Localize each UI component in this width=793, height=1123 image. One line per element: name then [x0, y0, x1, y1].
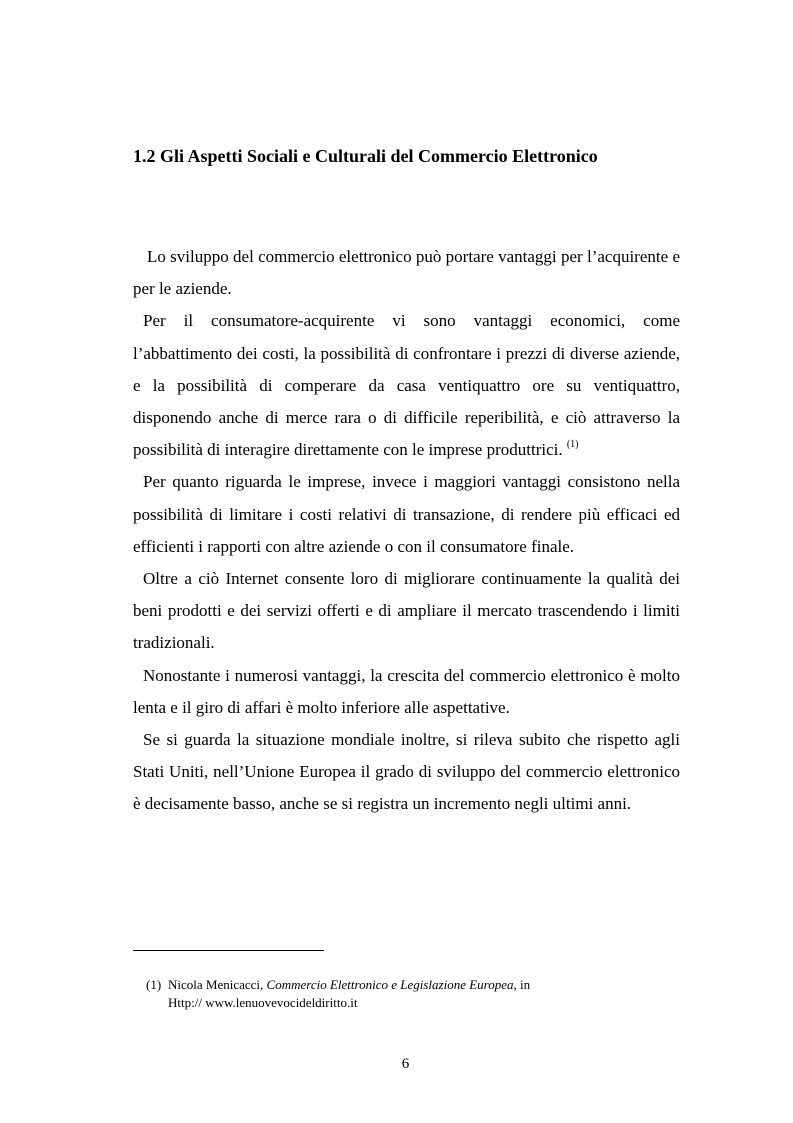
footnote: [146, 976, 666, 1012]
paragraph-2-text: Per il consumatore-acquirente vi sono vantaggi economici, come l’abbattimento dei costi, la possibilità di confrontare i prezzi di diverse aziende, e la possibilità di comperare da casa ventiquattro ore su ventiquattro, disponendo anche di merce rara o di difficile reperibilità, e ciò attraverso la possibilità di interagire direttamente con le imprese produttrici.: [133, 311, 680, 460]
paragraph-6: Se si guarda la situazione mondiale inoltre, si rileva subito che rispetto agli Stati Uniti, nell’Unione Europea il grado di sviluppo del commercio elettronico è decisamente basso, anche se si registra un incremento negli ultimi anni.: [133, 730, 680, 814]
footnote-body: [168, 976, 666, 1012]
paragraph-4: Oltre a ciò Internet consente loro di migliorare continuamente la qualità dei beni prodotti e dei servizi offerti e di ampliare il mercato trascendendo i limiti tradizionali.: [133, 569, 680, 653]
paragraph-1: Lo sviluppo del commercio elettronico può portare vantaggi per l’acquirente e per le aziende.: [133, 247, 680, 299]
footnote-title: Commercio Elettronico e Legislazione Europea,: [266, 977, 517, 992]
footnote-url: Http:// www.lenuovevocideldiritto.it: [168, 995, 358, 1010]
paragraph-5: Nonostante i numerosi vantaggi, la crescita del commercio elettronico è molto lenta e il giro di affari è molto inferiore alle aspettative.: [133, 665, 680, 717]
footnote-author: Nicola Menicacci,: [168, 977, 264, 992]
footnote-separator: [133, 950, 324, 951]
paragraph-3: Per quanto riguarda le imprese, invece i maggiori vantaggi consistono nella possibilità di limitare i costi relativi di transazione, di rendere più efficaci ed efficienti i rapporti con altre aziende o con il consumatore finale.: [133, 472, 680, 556]
footnote-reference: (1): [566, 439, 579, 451]
paragraph-2: [133, 305, 680, 466]
page-number: 6: [401, 1056, 410, 1072]
footnote-suffix: in: [520, 977, 531, 992]
body-text: [133, 241, 680, 821]
section-heading: 1.2 Gli Aspetti Sociali e Culturali del Commercio Elettronico: [133, 146, 598, 166]
footnote-number: (1): [146, 977, 162, 992]
